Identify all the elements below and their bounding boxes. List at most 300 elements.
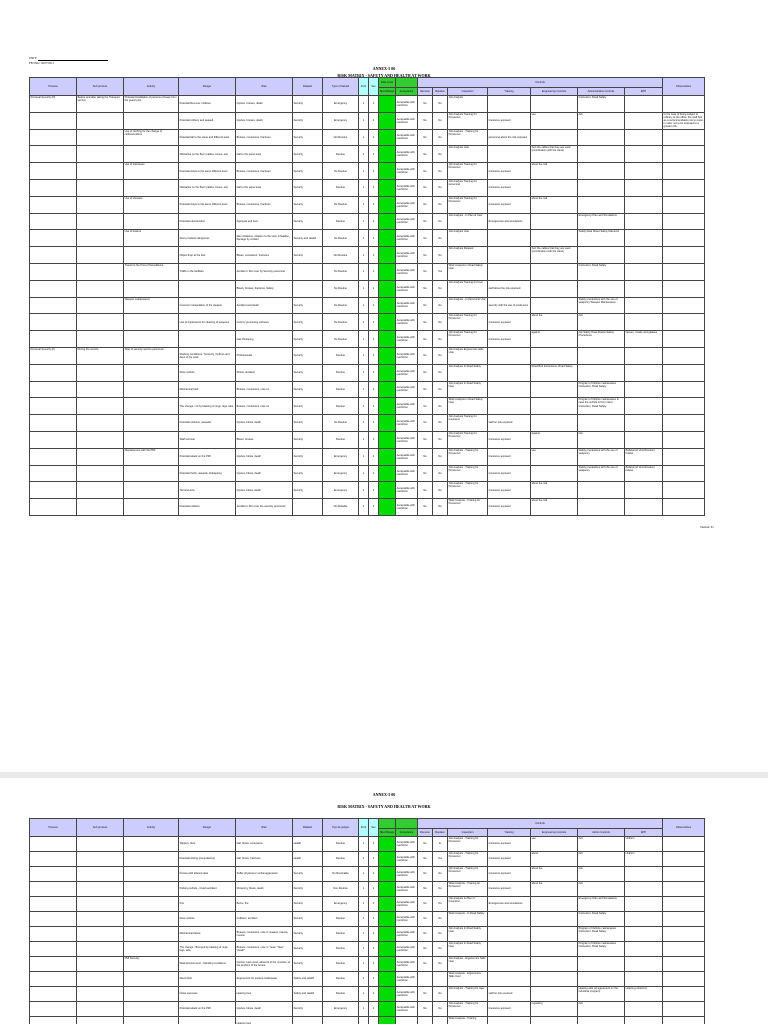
observations-cell — [663, 364, 705, 381]
related-cell: Security — [293, 448, 323, 465]
risk-level-cell — [379, 852, 396, 867]
prob-cell: 1 — [359, 297, 369, 314]
inspection-cell: Job Analysis - In Plan of User — [448, 213, 488, 230]
inspection-cell: Job Analysis - Training for Personnel — [448, 482, 488, 499]
sev-cell: 4 — [369, 112, 379, 129]
subprocess-cell — [77, 912, 124, 927]
acceptance-cell: Acceptable with restriction — [396, 163, 418, 180]
prob-cell: 1 — [359, 263, 369, 280]
epp-cell — [625, 364, 663, 381]
inspection-cell: Job Analysis Training for personnel — [448, 179, 488, 196]
activity-cell — [124, 415, 179, 432]
inspection-cell: Job Analysis - Training for User — [448, 987, 488, 1002]
risk-level-cell — [379, 987, 396, 1002]
subprocess-cell — [77, 263, 124, 280]
observations-cell — [663, 129, 705, 146]
inspection-cell: Job Analysis In Road Safety — [448, 364, 488, 381]
engineering-cell — [531, 957, 578, 972]
danger-cell: Potential drops to the same different level — [179, 163, 236, 180]
table-row — [30, 179, 705, 196]
sev-cell: 2 — [369, 247, 379, 264]
acceptance-cell: Acceptable with restriction — [396, 1002, 418, 1017]
acceptance-cell: Acceptable with restriction — [396, 927, 418, 942]
col-acceptance: Acceptance — [396, 88, 418, 96]
training-cell — [488, 347, 531, 364]
epp-cell — [625, 297, 663, 314]
sev-cell: 2 — [369, 837, 379, 852]
danger-cell — [179, 331, 236, 348]
acceptance-cell: Acceptable with restriction — [396, 213, 418, 230]
engineering-cell — [531, 347, 578, 364]
sev-cell: 2 — [369, 129, 379, 146]
replace-cell: No — [433, 482, 448, 499]
epp-cell — [625, 398, 663, 415]
process-cell — [30, 112, 77, 129]
admin-controls-cell: Hearing aids (of agreement on the industrial program) — [578, 987, 625, 1002]
process-cell — [30, 957, 77, 972]
sev-cell: 4 — [369, 415, 379, 432]
remove-cell: No — [418, 431, 433, 448]
acceptance-cell: Acceptable with restriction — [396, 482, 418, 499]
acceptance-cell: Acceptable with restriction — [396, 499, 418, 516]
risk-cell: Accident / Run over the security personnel — [236, 499, 293, 516]
replace-cell: Yes — [433, 852, 448, 867]
table-row — [30, 852, 705, 867]
training-cell — [488, 927, 531, 942]
related-cell: Security — [293, 96, 323, 113]
activity-cell — [124, 314, 179, 331]
col-epp: EPP — [625, 88, 663, 96]
training-cell — [488, 247, 531, 264]
engineering-cell: about the — [531, 882, 578, 897]
hazard-type-cell: Non Routine — [323, 882, 359, 897]
remove-cell: No — [418, 347, 433, 364]
remove-cell: No — [418, 927, 433, 942]
process-cell: Personal Security (II) — [30, 347, 77, 364]
replace-cell: No — [433, 499, 448, 516]
subprocess-cell — [77, 897, 124, 912]
epp-cell — [625, 112, 663, 129]
engineering-cell: about the — [531, 867, 578, 882]
admin-controls-cell — [578, 957, 625, 972]
danger-cell: Incorrect manipulation of the weapon — [179, 297, 236, 314]
remove-cell: No — [418, 867, 433, 882]
subprocess-cell — [77, 482, 124, 499]
sev-cell: 4 — [369, 927, 379, 942]
replace-cell: No — [433, 347, 448, 364]
hazard-type-cell: No Routinable — [323, 867, 359, 882]
epp-cell — [625, 482, 663, 499]
col-sev: Sev — [369, 819, 379, 837]
inspection-cell: Work Analysis - Training for Personnel — [448, 499, 488, 516]
inspection-cell: Job Analysis - Training for Personnel — [448, 1002, 488, 1017]
remove-cell: No — [418, 897, 433, 912]
related-cell: Health — [293, 852, 323, 867]
subprocess-cell — [77, 499, 124, 516]
table-row — [30, 146, 705, 163]
engineering-cell: against — [531, 431, 578, 448]
inspection-cell: Job Analysis - Training for Personnel — [448, 837, 488, 852]
epp-cell — [625, 230, 663, 247]
inspection-cell: Job Analysis In Road Safety User — [448, 942, 488, 957]
engineering-cell — [531, 415, 578, 432]
table-row — [30, 112, 705, 129]
activity-cell: PMI Security — [124, 957, 179, 972]
danger-cell: Discomfort — [179, 972, 236, 987]
observations-cell — [663, 297, 705, 314]
replace-cell: No — [433, 196, 448, 213]
sev-cell: 2 — [369, 280, 379, 297]
related-cell: Security — [293, 129, 323, 146]
training-cell: Insurance exposed — [488, 431, 531, 448]
replace-cell: No — [433, 247, 448, 264]
col-training: Training — [488, 829, 531, 837]
process-cell — [30, 1002, 77, 1017]
table-row — [30, 347, 705, 364]
process-cell — [30, 163, 77, 180]
prob-cell: 1 — [359, 129, 369, 146]
activity-cell: Start of security service personnel — [124, 347, 179, 364]
replace-cell — [433, 972, 448, 987]
inspection-cell: Job Analysis - Training for Personnel — [448, 448, 488, 465]
document-title-p2: RISK MATRIX - SAFETY AND HEALTH AT WORK — [337, 804, 431, 809]
related-cell: Security — [293, 196, 323, 213]
engineering-cell — [531, 942, 578, 957]
process-cell — [30, 230, 77, 247]
acceptance-cell: Acceptable with restriction — [396, 179, 418, 196]
risk-cell: Ergonomics for posture inadequate — [236, 972, 293, 987]
epp-cell — [625, 247, 663, 264]
training-cell: Insurance exposed — [488, 852, 531, 867]
annex-label-p2: ANNEX-5 06 — [372, 792, 396, 797]
replace-cell: No — [433, 364, 448, 381]
process-cell — [30, 381, 77, 398]
subprocess-cell — [77, 867, 124, 882]
observations-cell — [663, 957, 705, 972]
subprocess-cell — [77, 1002, 124, 1017]
process-cell — [30, 247, 77, 264]
admin-controls-cell: risk — [578, 1002, 625, 1017]
activity-cell — [124, 972, 179, 987]
engineering-cell: about the risk — [531, 163, 578, 180]
sev-cell: 4 — [369, 897, 379, 912]
prob-cell: 1 — [359, 163, 369, 180]
process-cell — [30, 499, 77, 516]
hazard-type-cell: Routine — [323, 179, 359, 196]
hazard-type-cell — [323, 1017, 359, 1024]
table-row — [30, 129, 705, 146]
process-cell — [30, 837, 77, 852]
remove-cell: No — [418, 314, 433, 331]
table-row — [30, 297, 705, 314]
table-row — [30, 230, 705, 247]
sev-cell: 4 — [369, 398, 379, 415]
activity-cell — [124, 146, 179, 163]
document-title: RISK MATRIX - SAFETY AND HEALTH AT WORK — [337, 73, 431, 78]
subprocess-cell — [77, 146, 124, 163]
hazard-type-cell: Routine — [323, 213, 359, 230]
risk-level-cell — [379, 897, 396, 912]
danger-cell: Drive vehicle — [179, 364, 236, 381]
prob-cell: 1 — [359, 972, 369, 987]
col-subprocess: Sub process — [77, 78, 124, 96]
risk-cell: Professionals — [236, 347, 293, 364]
activity-cell — [124, 431, 179, 448]
related-cell: Security — [293, 347, 323, 364]
acceptance-cell: Acceptable with restriction — [396, 196, 418, 213]
col-risk: Risk — [236, 78, 293, 96]
prob-cell: 1 — [359, 837, 369, 852]
danger-cell: Potential attack on the PMI — [179, 1002, 236, 1017]
prob-cell: 1 — [359, 230, 369, 247]
observations-cell — [663, 179, 705, 196]
col-replace: Replace — [433, 88, 448, 96]
process-cell — [30, 482, 77, 499]
inspection-cell: Job Analysis Training for Personnel — [448, 112, 488, 129]
activity-cell — [124, 942, 179, 957]
risk-level-cell — [379, 942, 396, 957]
subprocess-cell — [77, 1017, 124, 1024]
table-row — [30, 364, 705, 381]
prob-cell: 1 — [359, 431, 369, 448]
admin-controls-cell: risk — [578, 882, 625, 897]
related-cell: Security — [293, 179, 323, 196]
prob-cell: 1 — [359, 957, 369, 972]
prob-cell: 1 — [359, 897, 369, 912]
process-cell — [30, 448, 77, 465]
admin-controls-cell: Program of Vehicle maintenance Instruction: Road Safety — [578, 927, 625, 942]
acceptance-cell: Acceptable with restriction — [396, 280, 418, 297]
hazard-type-cell: Emergency — [323, 465, 359, 482]
admin-controls-cell: Instruction: Road Safety — [578, 96, 625, 113]
epp-cell — [625, 179, 663, 196]
risk-matrix-body — [30, 96, 705, 516]
hazard-type-cell: Routine — [323, 381, 359, 398]
table-row — [30, 398, 705, 415]
col-acceptance-top — [396, 819, 418, 829]
prob-cell: 1 — [359, 1002, 369, 1017]
subprocess-cell — [77, 398, 124, 415]
sev-cell: 4 — [369, 499, 379, 516]
table-row — [30, 415, 705, 432]
epp-cell — [625, 1017, 663, 1024]
inspection-cell: Job Analysis Training for User — [448, 280, 488, 297]
risk-level-cell — [379, 912, 396, 927]
training-cell: Insurance exposed — [488, 179, 531, 196]
prob-cell: 1 — [359, 942, 369, 957]
activity-cell — [124, 987, 179, 1002]
acceptance-cell: Acceptable with restriction — [396, 381, 418, 398]
admin-controls-cell: Emergency Plan and Simulations — [578, 897, 625, 912]
training-cell — [488, 381, 531, 398]
replace-cell: No — [433, 927, 448, 942]
engineering-cell: about — [531, 852, 578, 867]
epp-cell — [625, 163, 663, 180]
sev-cell: 4 — [369, 96, 379, 113]
remove-cell: No — [418, 398, 433, 415]
inspection-cell: Job Analysis Training for Personnel — [448, 196, 488, 213]
admin-controls-cell: risk — [578, 852, 625, 867]
observations-cell — [663, 331, 705, 348]
inspection-cell: Job Analysis — [448, 96, 488, 113]
observations-cell — [663, 448, 705, 465]
inspection-cell: Job Analysis Ergonomics talks User — [448, 347, 488, 364]
inspection-cell: Job Analysis Training for Personnel — [448, 163, 488, 180]
hazard-type-cell: Routine — [323, 146, 359, 163]
hazard-type-cell: No Routine — [323, 415, 359, 432]
remove-cell: No — [418, 465, 433, 482]
risk-cell: Accident / Run over by Security personnel — [236, 263, 293, 280]
admin-controls-cell — [578, 972, 625, 987]
table-row — [30, 381, 705, 398]
admin-controls-cell: Safety Data Sheet Safety Diamond — [578, 230, 625, 247]
epp-cell: Uniform — [625, 852, 663, 867]
hazard-type-cell: Routine — [323, 957, 359, 972]
col-risk-level-sub: Nivel Riesgo — [379, 88, 396, 96]
process-cell — [30, 179, 77, 196]
inspection-cell: Job Analysis In Plan of Insurance — [448, 897, 488, 912]
observations-cell — [663, 431, 705, 448]
related-cell — [293, 1017, 323, 1024]
related-cell: Security — [293, 482, 323, 499]
training-cell: Insurance exposed — [488, 837, 531, 852]
training-cell: Emergencies and simulations — [488, 897, 531, 912]
table-row — [30, 972, 705, 987]
replace-cell: No — [433, 213, 448, 230]
remove-cell: No — [418, 882, 433, 897]
training-cell — [488, 96, 531, 113]
process-cell — [30, 415, 77, 432]
subprocess-cell — [77, 431, 124, 448]
date-value: 10/07/2011 — [40, 61, 54, 65]
table-row — [30, 482, 705, 499]
hazard-type-cell: No Routine — [323, 314, 359, 331]
risk-cell: Injuries, blows, death — [236, 482, 293, 499]
activity-cell: Use of clothing for the change of clothes/uniform — [124, 129, 179, 146]
risk-cell: Injuries, bad mood, ailments of the muscles, of the tendons of the bones — [236, 957, 293, 972]
risk-level-cell — [379, 482, 396, 499]
inspection-cell: Job Analysis In Road Safety User — [448, 927, 488, 942]
process-cell — [30, 465, 77, 482]
remove-cell: No — [418, 96, 433, 113]
inspection-cell: Job Analysis - Training for Personnel — [448, 852, 488, 867]
training-cell: Insurance exposed — [488, 465, 531, 482]
engineering-cell — [531, 297, 578, 314]
col-danger: Danger — [179, 819, 236, 837]
subprocess-cell — [77, 852, 124, 867]
subprocess-cell — [77, 927, 124, 942]
acceptance-cell: Acceptable with restriction — [396, 867, 418, 882]
process-cell — [30, 882, 77, 897]
replace-cell: No — [433, 957, 448, 972]
activity-cell: Protection/validation of persons of leave from the guard post — [124, 96, 179, 113]
hazard-type-cell: Routine — [323, 837, 359, 852]
col-controls: Controls — [418, 78, 663, 88]
danger-cell: Potential Remove: collision — [179, 96, 236, 113]
process-cell — [30, 1017, 77, 1024]
epp-cell — [625, 129, 663, 146]
activity-cell — [124, 1002, 179, 1017]
prob-cell: 1 — [359, 364, 369, 381]
table-row — [30, 163, 705, 180]
subprocess-cell — [77, 247, 124, 264]
table-row — [30, 196, 705, 213]
remove-cell: No — [418, 381, 433, 398]
acceptance-cell: Acceptable with restriction — [396, 263, 418, 280]
inspection-cell: Work Analysis - Ergonomics Talks User — [448, 972, 488, 987]
process-cell — [30, 927, 77, 942]
related-cell: Security — [293, 213, 323, 230]
sev-cell: 2 — [369, 146, 379, 163]
subprocess-cell — [77, 957, 124, 972]
engineering-cell — [531, 1017, 578, 1024]
replace-cell: No — [433, 415, 448, 432]
remove-cell: No — [418, 912, 433, 927]
col-acceptance-top — [396, 78, 418, 88]
related-cell: Security — [293, 882, 323, 897]
danger-cell: Mechanical failure — [179, 927, 236, 942]
observations-cell — [663, 163, 705, 180]
col-remove: Remove — [418, 88, 433, 96]
subprocess-cell — [77, 364, 124, 381]
observations-cell — [663, 927, 705, 942]
epp-cell — [625, 1002, 663, 1017]
replace-cell: No — [433, 987, 448, 1002]
hazard-type-cell: Emergency — [323, 96, 359, 113]
risk-level-cell — [379, 163, 396, 180]
related-cell: Security — [293, 927, 323, 942]
col-sev: Sev — [369, 78, 379, 96]
sev-cell: 4 — [369, 942, 379, 957]
engineering-cell — [531, 129, 578, 146]
engineering-cell: about the — [531, 314, 578, 331]
related-cell: Security — [293, 297, 323, 314]
hazard-type-cell: No Routine — [323, 196, 359, 213]
training-cell: Insurance exposed — [488, 448, 531, 465]
table-row — [30, 1002, 705, 1017]
inspection-cell: Job Analysis Training for Insurance — [448, 415, 488, 432]
remove-cell: No — [418, 247, 433, 264]
risk-level-cell — [379, 247, 396, 264]
admin-controls-cell: Instruction: Road Safety — [578, 263, 625, 280]
hazard-type-cell: No Routine — [323, 297, 359, 314]
engineering-cell — [531, 213, 578, 230]
epp-cell — [625, 96, 663, 113]
inspection-cell: Job Analysis Request — [448, 247, 488, 264]
replace-cell: No — [433, 230, 448, 247]
acceptance-cell: Acceptable with restriction — [396, 112, 418, 129]
sev-cell: 2 — [369, 882, 379, 897]
inspection-cell: Job Analysis - Ergonomics Talks User — [448, 957, 488, 972]
observations-cell — [663, 912, 705, 927]
activity-cell: Use of staircases — [124, 163, 179, 180]
observations-cell — [663, 230, 705, 247]
risk-cell: Fall, blows, fractures — [236, 852, 293, 867]
process-cell — [30, 398, 77, 415]
replace-cell: No — [433, 448, 448, 465]
acceptance-cell: Acceptable with restriction — [396, 465, 418, 482]
risk-cell: Injuries, blows, death — [236, 415, 293, 432]
process-cell — [30, 431, 77, 448]
risk-cell: Asphyxia and burn — [236, 213, 293, 230]
col-admin: Administrative Controls — [578, 88, 625, 96]
observations-cell — [663, 837, 705, 852]
inspection-cell: Work Analysis In Road Safety User — [448, 263, 488, 280]
prob-cell: 1 — [359, 867, 369, 882]
prob-cell: 1 — [359, 852, 369, 867]
danger-cell: Fire — [179, 897, 236, 912]
activity-cell — [124, 882, 179, 897]
